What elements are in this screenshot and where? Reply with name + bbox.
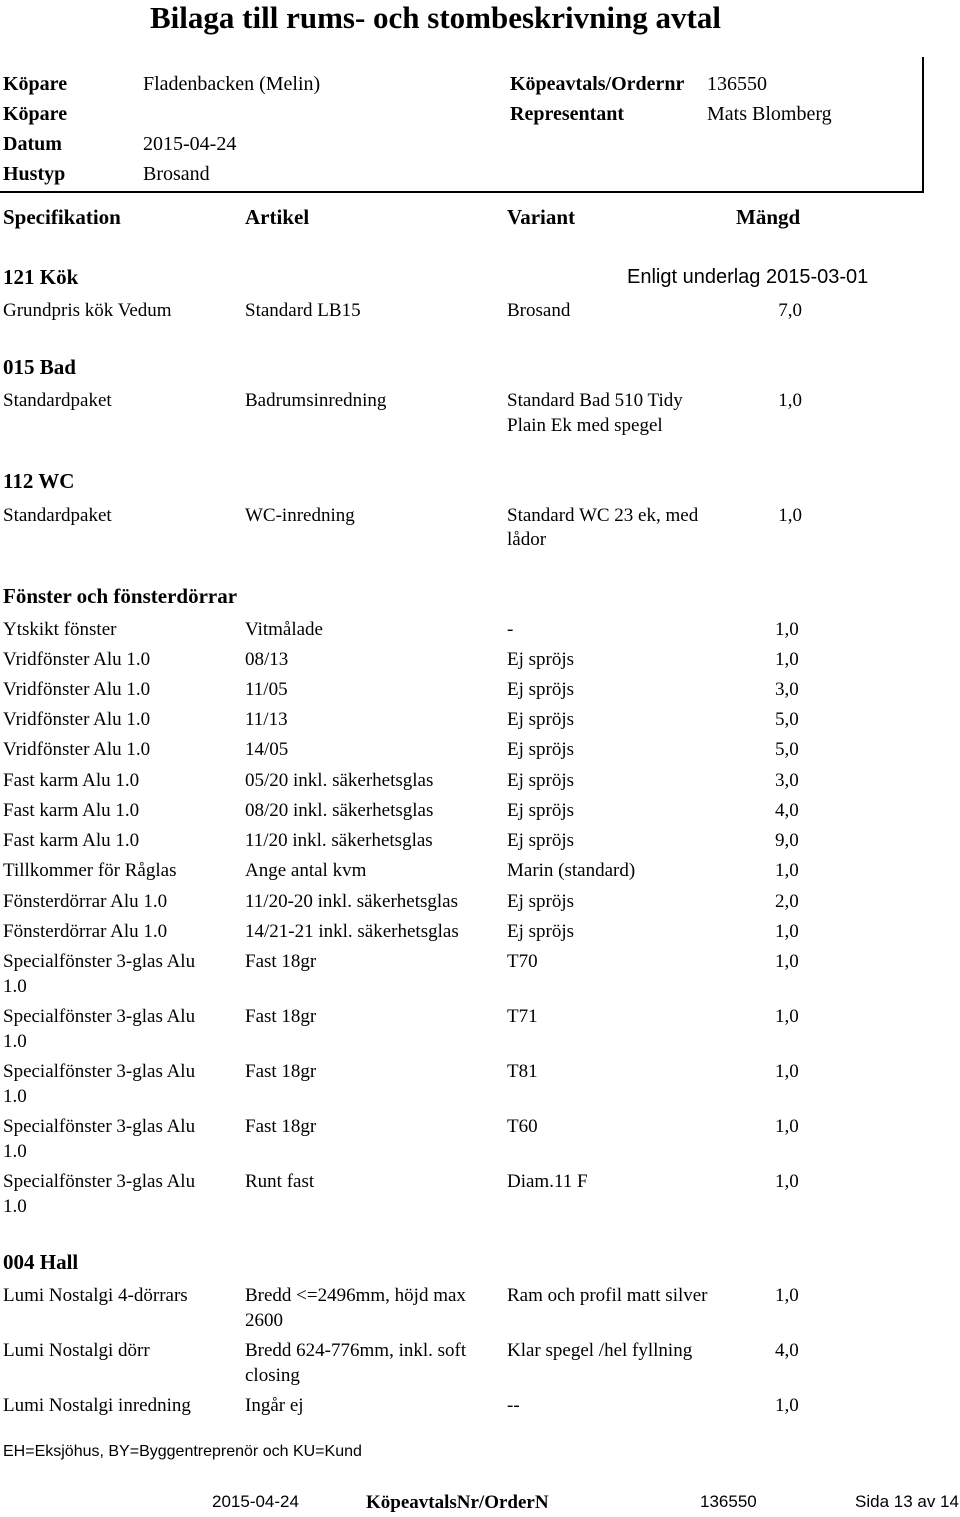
cell-spec: Fönsterdörrar Alu 1.0 xyxy=(3,891,168,912)
cell-article: Runt fast xyxy=(245,1171,315,1192)
cell-article: Bredd <=2496mm, höjd max xyxy=(245,1285,466,1306)
section-hall: 004 Hall xyxy=(3,1250,79,1274)
cell-qty: 1,0 xyxy=(778,390,802,411)
kok-note: Enligt underlag 2015-03-01 xyxy=(627,266,869,288)
col-variant: Variant xyxy=(507,205,576,229)
cell-article: Bredd 624-776mm, inkl. soft xyxy=(245,1340,467,1361)
cell-qty: 1,0 xyxy=(775,1006,799,1027)
house-label: Hustyp xyxy=(3,163,66,185)
cell-article: Fast 18gr xyxy=(245,1006,317,1027)
date-label: Datum xyxy=(3,133,62,155)
cell-spec: Fast karm Alu 1.0 xyxy=(3,800,140,821)
cell-variant: T81 xyxy=(507,1061,538,1082)
cell-variant: Ej spröjs xyxy=(507,800,575,821)
footer-date: 2015-04-24 xyxy=(212,1492,299,1511)
cell-qty: 1,0 xyxy=(775,921,799,942)
rep-label: Representant xyxy=(510,103,625,125)
cell-qty: 4,0 xyxy=(775,1340,799,1361)
cell-variant: Brosand xyxy=(507,300,571,321)
cell-variant: Ej spröjs xyxy=(507,770,575,791)
cell-article: Vitmålade xyxy=(245,619,323,640)
cell-variant: T60 xyxy=(507,1116,538,1137)
col-article: Artikel xyxy=(245,205,310,229)
cell-qty: 1,0 xyxy=(775,1116,799,1137)
cell-article: Fast 18gr xyxy=(245,951,317,972)
cell-qty: 4,0 xyxy=(775,800,799,821)
house-value: Brosand xyxy=(143,163,210,185)
cell-variant: Ej spröjs xyxy=(507,739,575,760)
footer-page: Sida 13 av 14 xyxy=(855,1492,959,1511)
col-qty: Mängd xyxy=(736,205,801,229)
footnote: EH=Eksjöhus, BY=Byggentreprenör och KU=Kund xyxy=(3,1443,362,1460)
section-fonster: Fönster och fönsterdörrar xyxy=(3,584,238,608)
cell-spec: Standardpaket xyxy=(3,390,112,411)
cell-article-cont: closing xyxy=(245,1365,300,1386)
cell-qty: 3,0 xyxy=(775,770,799,791)
buyer2-label: Köpare xyxy=(3,103,68,125)
cell-variant: Ej spröjs xyxy=(507,891,575,912)
cell-spec: Specialfönster 3-glas Alu xyxy=(3,1116,196,1137)
cell-variant: Ej spröjs xyxy=(507,709,575,730)
buyer1-label: Köpare xyxy=(3,73,68,95)
cell-qty: 1,0 xyxy=(775,1395,799,1416)
cell-spec-cont: 1.0 xyxy=(3,1086,27,1107)
cell-spec-cont: 1.0 xyxy=(3,976,27,997)
col-spec: Specifikation xyxy=(3,205,121,229)
cell-article: WC-inredning xyxy=(245,505,355,526)
order-label: Köpeavtals/Ordernr xyxy=(510,73,685,95)
cell-qty: 7,0 xyxy=(778,300,802,321)
cell-variant: Ej spröjs xyxy=(507,679,575,700)
cell-qty: 2,0 xyxy=(775,891,799,912)
cell-spec: Vridfönster Alu 1.0 xyxy=(3,679,151,700)
order-value: 136550 xyxy=(707,73,767,95)
cell-spec: Specialfönster 3-glas Alu xyxy=(3,1006,196,1027)
buyer1-value: Fladenbacken (Melin) xyxy=(143,73,321,95)
section-bad: 015 Bad xyxy=(3,355,76,379)
cell-qty: 1,0 xyxy=(775,1171,799,1192)
cell-qty: 1,0 xyxy=(775,1061,799,1082)
cell-variant: - xyxy=(507,619,514,640)
cell-spec: Ytskikt fönster xyxy=(3,619,117,640)
cell-article: Badrumsinredning xyxy=(245,390,387,411)
cell-spec: Specialfönster 3-glas Alu xyxy=(3,951,196,972)
cell-qty: 5,0 xyxy=(775,709,799,730)
cell-qty: 3,0 xyxy=(775,679,799,700)
cell-variant: Ej spröjs xyxy=(507,649,575,670)
cell-article: 11/20 inkl. säkerhetsglas xyxy=(245,830,433,851)
cell-article: Standard LB15 xyxy=(245,300,361,321)
cell-spec: Lumi Nostalgi dörr xyxy=(3,1340,150,1361)
cell-qty: 1,0 xyxy=(775,649,799,670)
cell-spec-cont: 1.0 xyxy=(3,1141,27,1162)
cell-spec: Vridfönster Alu 1.0 xyxy=(3,709,151,730)
section-wc: 112 WC xyxy=(3,469,75,493)
cell-article: Fast 18gr xyxy=(245,1061,317,1082)
cell-article: Ange antal kvm xyxy=(245,860,367,881)
cell-qty: 1,0 xyxy=(775,619,799,640)
cell-variant: Klar spegel /hel fyllning xyxy=(507,1340,693,1361)
cell-variant-cont: lådor xyxy=(507,529,547,550)
cell-spec: Grundpris kök Vedum xyxy=(3,300,172,321)
cell-variant: Ej spröjs xyxy=(507,830,575,851)
cell-spec: Fast karm Alu 1.0 xyxy=(3,770,140,791)
cell-spec: Vridfönster Alu 1.0 xyxy=(3,739,151,760)
rep-value: Mats Blomberg xyxy=(707,103,832,125)
cell-variant: Marin (standard) xyxy=(507,860,636,881)
cell-variant: T70 xyxy=(507,951,538,972)
cell-article: Fast 18gr xyxy=(245,1116,317,1137)
cell-variant: Ej spröjs xyxy=(507,921,575,942)
cell-qty: 1,0 xyxy=(775,951,799,972)
cell-article: 11/20-20 inkl. säkerhetsglas xyxy=(245,891,459,912)
cell-article-cont: 2600 xyxy=(245,1310,283,1331)
cell-article: Ingår ej xyxy=(245,1395,304,1416)
cell-spec: Specialfönster 3-glas Alu xyxy=(3,1061,196,1082)
cell-article: 11/05 xyxy=(245,679,288,700)
footer-order-label: KöpeavtalsNr/OrderN xyxy=(366,1492,549,1513)
cell-qty: 1,0 xyxy=(775,1285,799,1306)
cell-spec: Vridfönster Alu 1.0 xyxy=(3,649,151,670)
cell-spec: Standardpaket xyxy=(3,505,112,526)
cell-article: 11/13 xyxy=(245,709,288,730)
cell-variant: Ram och profil matt silver xyxy=(507,1285,708,1306)
cell-variant: Diam.11 F xyxy=(507,1171,588,1192)
cell-qty: 1,0 xyxy=(775,860,799,881)
cell-qty: 9,0 xyxy=(775,830,799,851)
cell-variant-cont: Plain Ek med spegel xyxy=(507,415,663,436)
cell-variant: T71 xyxy=(507,1006,538,1027)
cell-variant: -- xyxy=(507,1395,520,1416)
cell-spec: Fast karm Alu 1.0 xyxy=(3,830,140,851)
cell-article: 08/20 inkl. säkerhetsglas xyxy=(245,800,434,821)
cell-qty: 1,0 xyxy=(778,505,802,526)
cell-article: 14/21-21 inkl. säkerhetsglas xyxy=(245,921,459,942)
cell-spec: Lumi Nostalgi 4-dörrars xyxy=(3,1285,188,1306)
cell-spec: Specialfönster 3-glas Alu xyxy=(3,1171,196,1192)
cell-spec-cont: 1.0 xyxy=(3,1031,27,1052)
cell-qty: 5,0 xyxy=(775,739,799,760)
cell-article: 05/20 inkl. säkerhetsglas xyxy=(245,770,434,791)
cell-spec: Tillkommer för Råglas xyxy=(3,860,177,881)
footer-order-value: 136550 xyxy=(700,1492,757,1511)
section-kok: 121 Kök xyxy=(3,265,79,289)
page-title: Bilaga till rums- och stombeskrivning avtal xyxy=(150,0,721,35)
cell-variant: Standard Bad 510 Tidy xyxy=(507,390,683,411)
cell-variant: Standard WC 23 ek, med xyxy=(507,505,699,526)
cell-spec: Lumi Nostalgi inredning xyxy=(3,1395,191,1416)
cell-article: 14/05 xyxy=(245,739,289,760)
cell-article: 08/13 xyxy=(245,649,289,670)
date-value: 2015-04-24 xyxy=(143,133,237,155)
cell-spec: Fönsterdörrar Alu 1.0 xyxy=(3,921,168,942)
cell-spec-cont: 1.0 xyxy=(3,1196,27,1217)
